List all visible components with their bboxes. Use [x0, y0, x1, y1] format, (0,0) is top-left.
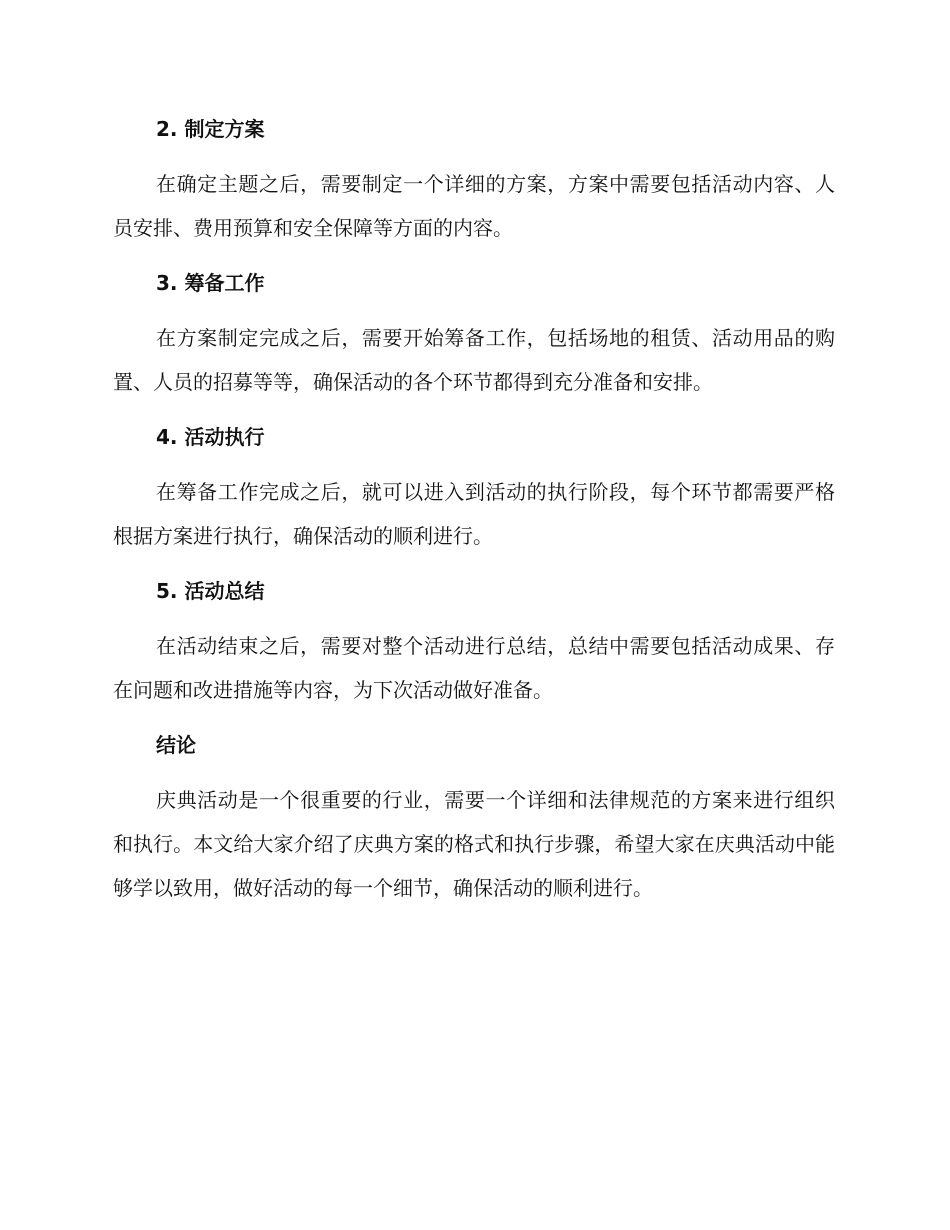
section-paragraph-conclusion: 庆典活动是一个很重要的行业，需要一个详细和法律规范的方案来进行组织和执行。本文给大家介绍了庆典方案的格式和执行步骤，希望大家在庆典活动中能够学以致用，做好活动的每一个细节，确保活动的顺利进行。: [113, 788, 835, 900]
section-heading-conclusion: 结论: [156, 733, 196, 757]
section-heading-execution: 4. 活动执行: [156, 425, 265, 449]
section-paragraph-summary: 在活动结束之后，需要对整个活动进行总结，总结中需要包括活动成果、存在问题和改进措施等内容，为下次活动做好准备。: [113, 634, 835, 702]
section-paragraph-execution: 在筹备工作完成之后，就可以进入到活动的执行阶段，每个环节都需要严格根据方案进行执行，确保活动的顺利进行。: [113, 480, 835, 548]
document-body: [113, 110, 835, 924]
section-paragraph-preparation: 在方案制定完成之后，需要开始筹备工作，包括场地的租赁、活动用品的购置、人员的招募等等，确保活动的各个环节都得到充分准备和安排。: [113, 326, 835, 394]
section-heading-plan: 2. 制定方案: [156, 117, 265, 141]
section-heading-preparation: 3. 筹备工作: [156, 271, 265, 295]
section-paragraph-plan: 在确定主题之后，需要制定一个详细的方案，方案中需要包括活动内容、人员安排、费用预算和安全保障等方面的内容。: [113, 172, 835, 240]
section-heading-summary: 5. 活动总结: [156, 579, 265, 603]
